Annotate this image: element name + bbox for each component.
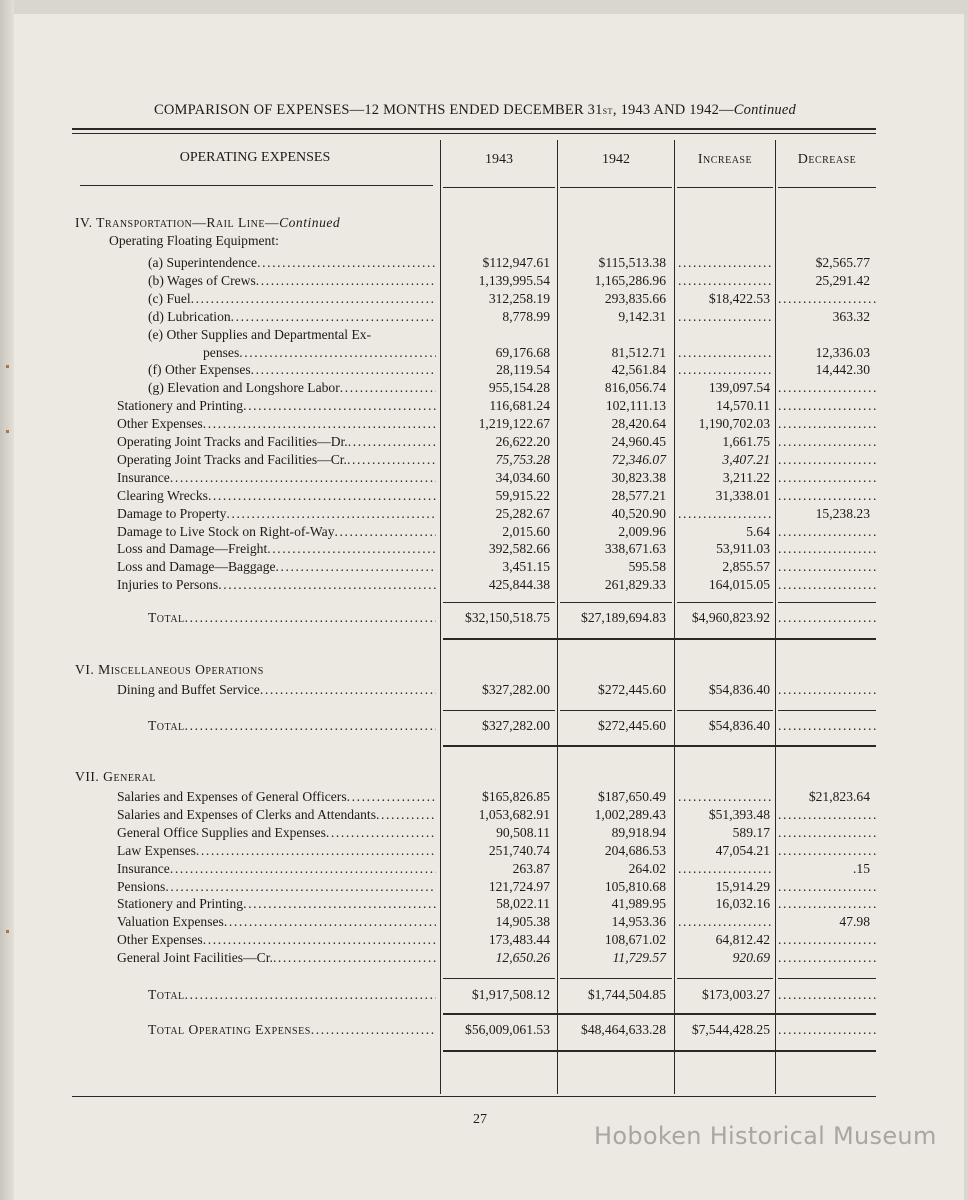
empty-cell-dots (778, 931, 876, 949)
value-1942: 9,142.31 (618, 309, 666, 324)
leader-dots (185, 717, 436, 735)
value-increase: 3,407.21 (722, 452, 770, 467)
empty-cell-dots (778, 523, 876, 541)
value-1943: 1,053,682.91 (478, 807, 550, 822)
table-row (0, 788, 968, 806)
leader-dots (165, 878, 436, 896)
value-1943: 8,778.99 (502, 309, 550, 324)
value-increase: $7,544,428.25 (691, 1022, 770, 1037)
empty-cell-dots (778, 878, 876, 896)
leader-dots (170, 860, 436, 878)
leader-dots (335, 523, 437, 541)
empty-cell-dots (778, 842, 876, 860)
total-rule (778, 602, 876, 603)
empty-cell-dots (678, 344, 774, 362)
value-1943: 1,139,995.54 (478, 273, 550, 288)
empty-cell-dots (778, 717, 876, 735)
header-rule (778, 187, 876, 188)
value-increase: $54,836.40 (708, 718, 770, 733)
table-row (0, 254, 968, 272)
value-1942: 1,165,286.96 (594, 273, 666, 288)
value-increase: 3,211.22 (722, 470, 770, 485)
value-increase: 14,570.11 (716, 398, 770, 413)
value-1943: 392,582.66 (488, 541, 550, 556)
leader-dots (348, 433, 436, 451)
row-label: (g) Elevation and Longshore Labor (148, 380, 340, 395)
value-increase: 164,015.05 (708, 577, 770, 592)
value-1942: 293,835.66 (604, 291, 666, 306)
empty-cell-dots (778, 895, 876, 913)
row-label: Insurance (117, 470, 170, 485)
value-1942: 72,346.07 (611, 452, 666, 467)
row-label: Salaries and Expenses of General Officers (117, 789, 347, 804)
row-label: Salaries and Expenses of Clerks and Attendants (117, 807, 376, 822)
section-heading-misc: VI. Miscellaneous Operations (75, 662, 264, 677)
value-1943: 25,282.67 (495, 506, 550, 521)
value-1942: 89,918.94 (611, 825, 666, 840)
table-row (0, 878, 968, 896)
total-rule (778, 978, 876, 979)
empty-cell-dots (678, 361, 774, 379)
value-increase: 31,338.01 (715, 488, 770, 503)
row-label: (f) Other Expenses (148, 362, 251, 377)
value-1942: 14,953.36 (611, 914, 666, 929)
value-1943: 251,740.74 (488, 843, 550, 858)
total-rule (443, 978, 555, 979)
value-1943: 1,219,122.67 (478, 416, 550, 431)
value-increase: $18,422.53 (708, 291, 770, 306)
row-label: (a) Superintendence (148, 255, 258, 270)
empty-cell-dots (778, 433, 876, 451)
value-1943: 2,015.60 (502, 524, 550, 539)
value-increase: 16,032.16 (715, 896, 770, 911)
column-header-label: OPERATING EXPENSES (179, 150, 331, 165)
row-label: penses (203, 345, 240, 360)
table-top-rule (72, 133, 876, 134)
total-rule (560, 602, 672, 603)
value-decrease: .15 (853, 861, 870, 876)
table-top-rule (72, 128, 876, 130)
value-1943: 75,753.28 (495, 452, 550, 467)
header-rule (443, 187, 555, 188)
column-header-1943: 1943 (485, 152, 513, 167)
grand-total-row (0, 1021, 968, 1039)
value-increase: 920.69 (732, 950, 770, 965)
row-label: Loss and Damage—Freight (117, 541, 268, 556)
empty-cell-dots (778, 469, 876, 487)
table-row (0, 451, 968, 469)
total-row (0, 717, 968, 735)
column-header-increase: Increase (697, 152, 753, 167)
value-1942: 102,111.13 (605, 398, 666, 413)
row-label: Total (148, 987, 185, 1002)
leader-dots (347, 451, 436, 469)
value-increase: $54,836.40 (708, 682, 770, 697)
total-row (0, 609, 968, 627)
value-increase: 139,097.54 (708, 380, 770, 395)
total-rule (677, 710, 773, 711)
table-row (0, 558, 968, 576)
empty-cell-dots (778, 540, 876, 558)
row-label: Damage to Property (117, 506, 227, 521)
leader-dots (347, 788, 436, 806)
subheading-floating-equipment: Operating Floating Equipment: (109, 233, 279, 248)
value-1942: 42,561.84 (611, 362, 666, 377)
row-label: Other Expenses (117, 932, 203, 947)
value-1942: 28,577.21 (611, 488, 666, 503)
value-1942: $272,445.60 (598, 718, 666, 733)
total-rule (443, 1013, 876, 1015)
table-row (0, 433, 968, 451)
value-1942: 11,729.57 (612, 950, 666, 965)
total-rule (677, 978, 773, 979)
leader-dots (326, 824, 436, 842)
leader-dots (267, 540, 436, 558)
header-rule (677, 187, 773, 188)
value-1942: 204,686.53 (604, 843, 666, 858)
value-1943: 69,176.68 (495, 345, 550, 360)
column-header-decrease: Decrease (797, 152, 857, 167)
value-1942: 105,810.68 (604, 879, 666, 894)
row-label: Loss and Damage—Baggage (117, 559, 276, 574)
leader-dots (224, 913, 436, 931)
total-rule (677, 602, 773, 603)
empty-cell-dots (778, 290, 876, 308)
empty-cell-dots (778, 609, 876, 627)
column-header-1942: 1942 (602, 152, 630, 167)
row-label: General Office Supplies and Expenses (117, 825, 326, 840)
leader-dots (239, 344, 436, 362)
section-heading-transportation: IV. Transportation—Rail Line—Continued (75, 215, 341, 230)
empty-cell-dots (778, 397, 876, 415)
value-1943: $56,009,061.53 (465, 1022, 550, 1037)
row-label: Other Expenses (117, 416, 203, 431)
row-label: Total (148, 718, 185, 733)
book-gutter (0, 0, 14, 1200)
row-label: Clearing Wrecks (117, 488, 208, 503)
value-increase: 53,911.03 (716, 541, 770, 556)
value-decrease: 47.98 (839, 914, 870, 929)
header-rule (560, 187, 672, 188)
header-rule (80, 185, 433, 186)
table-row (0, 344, 968, 362)
value-increase: 5.64 (746, 524, 770, 539)
table-row (0, 397, 968, 415)
leader-dots (185, 986, 436, 1004)
table-row (0, 523, 968, 541)
value-1943: 955,154.28 (488, 380, 550, 395)
value-1942: 1,002,289.43 (594, 807, 666, 822)
leader-dots (191, 290, 436, 308)
leader-dots (276, 558, 436, 576)
value-1943: 58,022.11 (496, 896, 550, 911)
row-label: Total Operating Expenses (148, 1022, 311, 1037)
value-1943: 14,905.38 (495, 914, 550, 929)
value-1942: $187,650.49 (598, 789, 666, 804)
table-row (0, 860, 968, 878)
leader-dots (256, 272, 436, 290)
watermark: Hoboken Historical Museum (594, 1122, 937, 1150)
table-row (0, 379, 968, 397)
value-decrease: 15,238.23 (815, 506, 870, 521)
empty-cell-dots (778, 806, 876, 824)
table-row (0, 949, 968, 967)
row-label: Valuation Expenses (117, 914, 224, 929)
leader-dots (243, 397, 436, 415)
leader-dots (251, 361, 436, 379)
value-1943: 425,844.38 (488, 577, 550, 592)
empty-cell-dots (778, 451, 876, 469)
value-1942: 595.58 (628, 559, 666, 574)
leader-dots (203, 931, 436, 949)
leader-dots (185, 609, 436, 627)
leader-dots (243, 895, 436, 913)
value-1942: 24,960.45 (611, 434, 666, 449)
value-1942: 40,520.90 (611, 506, 666, 521)
value-1943: 121,724.97 (488, 879, 550, 894)
leader-dots (170, 469, 436, 487)
leader-dots (257, 254, 436, 272)
table-row (0, 326, 968, 344)
empty-cell-dots (778, 681, 876, 699)
value-1942: 338,671.63 (604, 541, 666, 556)
value-1942: 41,989.95 (611, 896, 666, 911)
row-label: Dining and Buffet Service (117, 682, 260, 697)
leader-dots (196, 842, 436, 860)
row-label: (b) Wages of Crews (148, 273, 256, 288)
empty-cell-dots (778, 576, 876, 594)
value-1943: 26,622.20 (495, 434, 550, 449)
value-1942: 264.02 (628, 861, 666, 876)
value-increase: 47,054.21 (715, 843, 770, 858)
leader-dots (340, 379, 436, 397)
value-1943: 312,258.19 (488, 291, 550, 306)
total-rule (443, 1050, 876, 1052)
row-label: Law Expenses (117, 843, 196, 858)
value-increase: $4,960,823.92 (691, 610, 770, 625)
empty-cell-dots (778, 558, 876, 576)
row-label: (e) Other Supplies and Departmental Ex- (148, 327, 372, 342)
value-1943: $327,282.00 (482, 718, 550, 733)
leader-dots (273, 949, 436, 967)
table-row (0, 272, 968, 290)
table-bottom-rule (72, 1096, 876, 1097)
total-rule (443, 638, 876, 640)
value-1943: 34,034.60 (495, 470, 550, 485)
value-decrease: $2,565.77 (815, 255, 870, 270)
empty-cell-dots (778, 824, 876, 842)
value-1942: $27,189,694.83 (581, 610, 666, 625)
value-1943: $32,150,518.75 (465, 610, 550, 625)
value-1943: 90,508.11 (496, 825, 550, 840)
page-title: COMPARISON OF EXPENSES—12 MONTHS ENDED DECEMBER 31st, 1943 AND 1942—Continued (154, 102, 796, 118)
empty-cell-dots (678, 254, 774, 272)
value-1943: 12,650.26 (495, 950, 550, 965)
value-1942: $272,445.60 (598, 682, 666, 697)
empty-cell-dots (778, 379, 876, 397)
value-increase: 2,855.57 (722, 559, 770, 574)
value-increase: 64,812.42 (715, 932, 770, 947)
table-row (0, 576, 968, 594)
table-row (0, 824, 968, 842)
leader-dots (231, 308, 436, 326)
row-label: Damage to Live Stock on Right-of-Way (117, 524, 335, 539)
row-label: Stationery and Printing (117, 896, 244, 911)
table-row (0, 308, 968, 326)
empty-cell-dots (778, 986, 876, 1004)
empty-cell-dots (678, 308, 774, 326)
row-label: General Joint Facilities—Cr. (117, 950, 273, 965)
table-row (0, 290, 968, 308)
value-1943: 173,483.44 (488, 932, 550, 947)
value-1943: 263.87 (512, 861, 550, 876)
total-rule (560, 978, 672, 979)
leader-dots (311, 1021, 436, 1039)
table-row (0, 469, 968, 487)
total-rule (778, 710, 876, 711)
value-increase: $173,003.27 (702, 987, 770, 1002)
value-1942: 816,056.74 (604, 380, 666, 395)
value-1942: 28,420.64 (611, 416, 666, 431)
empty-cell-dots (778, 487, 876, 505)
value-1943: $165,826.85 (482, 789, 550, 804)
table-row (0, 361, 968, 379)
empty-cell-dots (678, 913, 774, 931)
value-1943: $327,282.00 (482, 682, 550, 697)
table-row (0, 842, 968, 860)
value-increase: $51,393.48 (708, 807, 770, 822)
table-row (0, 540, 968, 558)
row-label: Pensions (117, 879, 166, 894)
value-1943: 28,119.54 (496, 362, 550, 377)
total-rule (560, 710, 672, 711)
value-1943: 3,451.15 (502, 559, 550, 574)
table-row (0, 913, 968, 931)
total-rule (443, 602, 555, 603)
table-row (0, 415, 968, 433)
value-1943: 116,681.24 (489, 398, 550, 413)
page-number: 27 (473, 1112, 487, 1127)
empty-cell-dots (678, 860, 774, 878)
value-increase: 1,661.75 (722, 434, 770, 449)
value-1943: $1,917,508.12 (471, 987, 550, 1002)
value-decrease: $21,823.64 (808, 789, 870, 804)
row-label: Total (148, 610, 185, 625)
value-decrease: 14,442.30 (815, 362, 870, 377)
leader-dots (226, 505, 436, 523)
table-row (0, 505, 968, 523)
empty-cell-dots (678, 505, 774, 523)
table-row (0, 681, 968, 699)
value-increase: 1,190,702.03 (698, 416, 770, 431)
row-label: Stationery and Printing (117, 398, 244, 413)
value-decrease: 25,291.42 (815, 273, 870, 288)
value-decrease: 363.32 (832, 309, 870, 324)
table-row (0, 895, 968, 913)
row-label: Operating Joint Tracks and Facilities—Cr. (117, 452, 347, 467)
row-label: (d) Lubrication (148, 309, 231, 324)
value-1942: 81,512.71 (611, 345, 666, 360)
table-row (0, 806, 968, 824)
row-label: Operating Joint Tracks and Facilities—Dr. (117, 434, 348, 449)
value-increase: 589.17 (732, 825, 770, 840)
value-increase: 15,914.29 (715, 879, 770, 894)
leader-dots (376, 806, 436, 824)
value-1942: 2,009.96 (618, 524, 666, 539)
value-1942: 108,671.02 (604, 932, 666, 947)
total-rule (443, 745, 876, 747)
value-1942: $1,744,504.85 (587, 987, 666, 1002)
value-1942: 261,829.33 (604, 577, 666, 592)
leader-dots (218, 576, 436, 594)
value-1942: $115,513.38 (598, 255, 666, 270)
empty-cell-dots (678, 788, 774, 806)
value-1942: 30,823.38 (611, 470, 666, 485)
leader-dots (208, 487, 436, 505)
empty-cell-dots (778, 1021, 876, 1039)
total-rule (443, 710, 555, 711)
empty-cell-dots (778, 415, 876, 433)
row-label: Injuries to Persons (117, 577, 219, 592)
row-label: (c) Fuel (148, 291, 191, 306)
value-1943: 59,915.22 (495, 488, 550, 503)
table-row (0, 487, 968, 505)
leader-dots (260, 681, 436, 699)
row-label: Insurance (117, 861, 170, 876)
empty-cell-dots (778, 949, 876, 967)
table-row (0, 931, 968, 949)
leader-dots (203, 415, 436, 433)
value-1942: $48,464,633.28 (581, 1022, 666, 1037)
total-row (0, 986, 968, 1004)
value-1943: $112,947.61 (482, 255, 550, 270)
value-decrease: 12,336.03 (815, 345, 870, 360)
section-heading-general: VII. General (75, 769, 156, 784)
empty-cell-dots (678, 272, 774, 290)
